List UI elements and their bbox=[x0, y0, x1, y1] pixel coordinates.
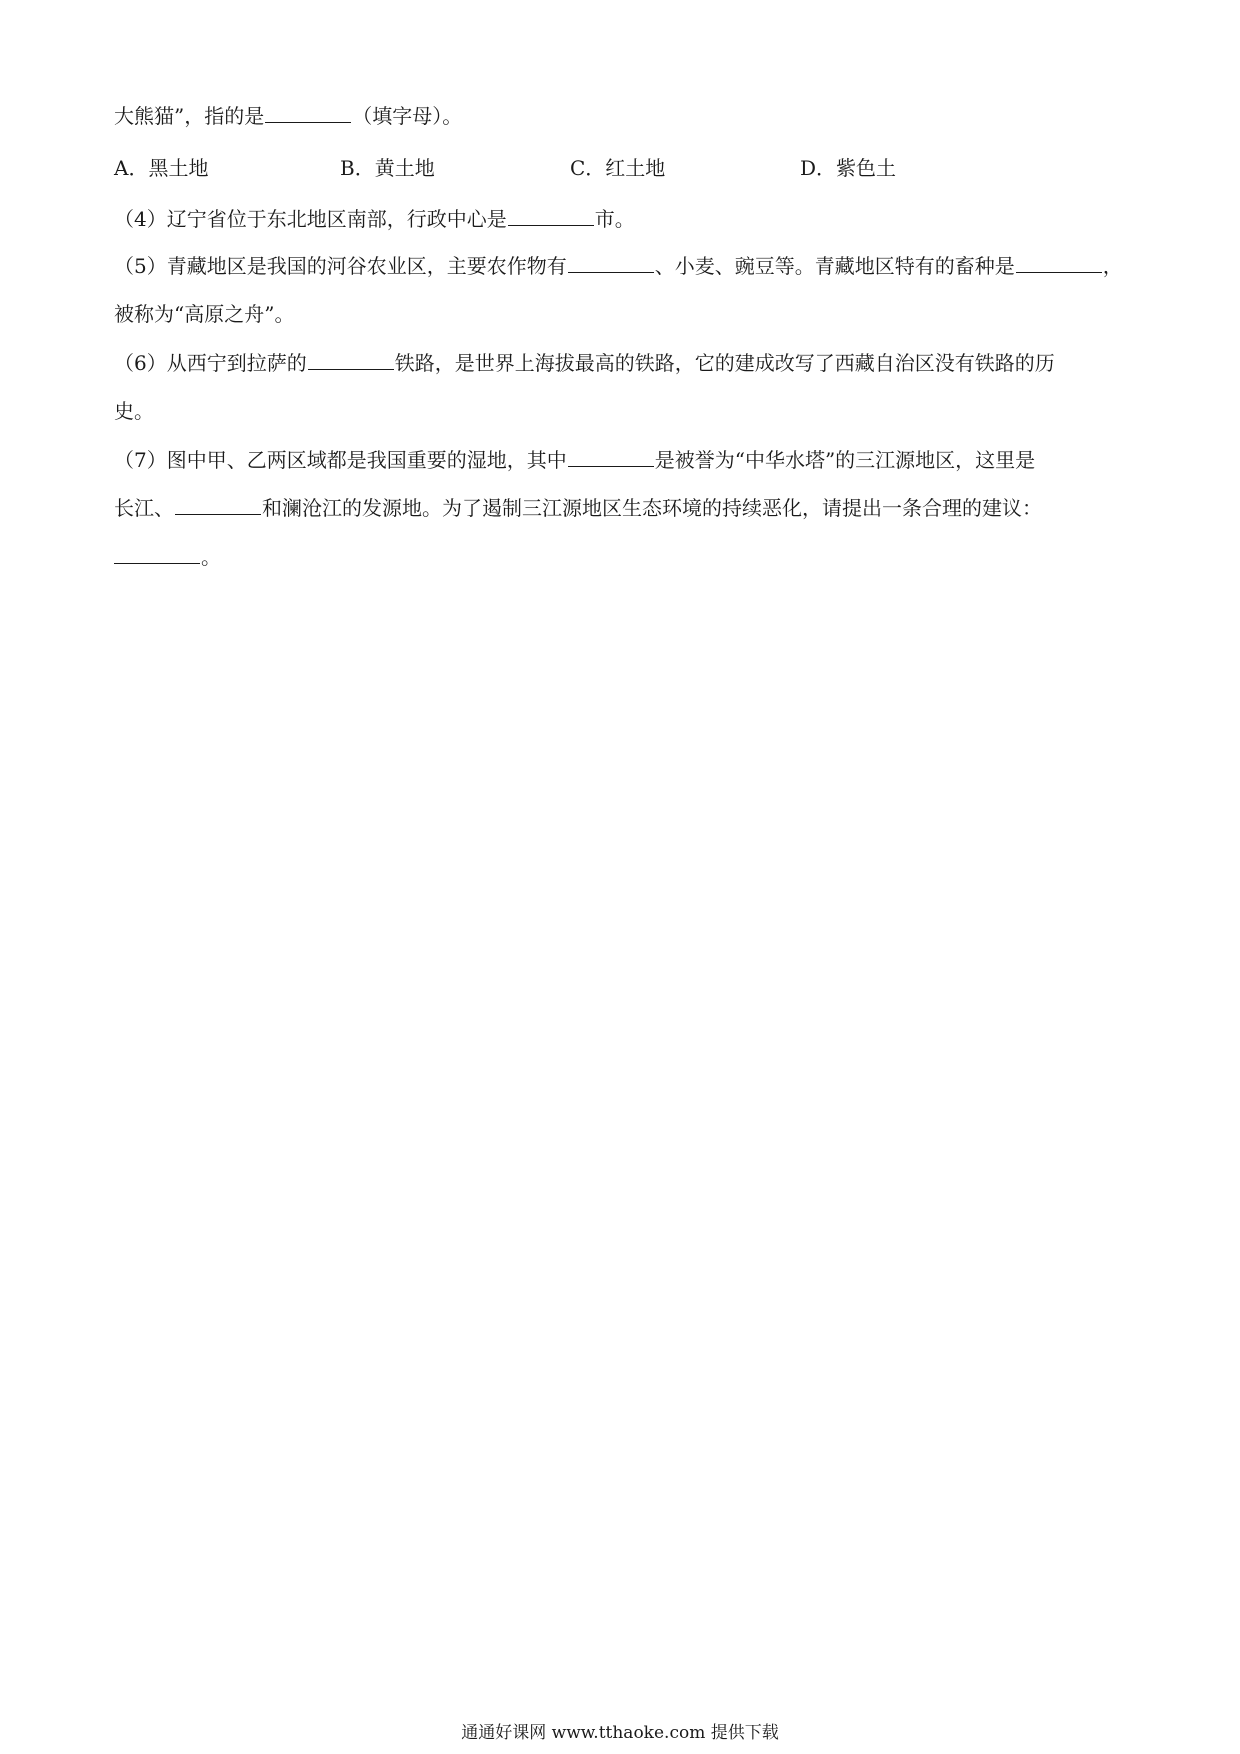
question-7-line-2 bbox=[114, 494, 1130, 522]
answer-blank[interactable] bbox=[508, 205, 594, 226]
question-4 bbox=[114, 205, 1130, 233]
question-5-line-1 bbox=[114, 252, 1130, 280]
answer-blank[interactable] bbox=[175, 494, 261, 515]
answer-blank[interactable] bbox=[568, 446, 654, 467]
q4-text-1: （4）辽宁省位于东北地区南部，行政中心是 bbox=[114, 207, 507, 231]
q7-text-4: 和澜沧江的发源地。为了遏制三江源地区生态环境的持续恶化，请提出一条合理的建议： bbox=[262, 496, 1042, 520]
q7-text-2: 是被誉为“中华水塔”的三江源地区，这里是 bbox=[654, 448, 1036, 472]
q5-text-2: 、小麦、豌豆等。青藏地区特有的畜种是 bbox=[654, 254, 1015, 278]
answer-blank[interactable] bbox=[1016, 252, 1102, 273]
question-6-line-2 bbox=[114, 397, 1130, 425]
q7-text-1: （7）图中甲、乙两区域都是我国重要的湿地，其中 bbox=[114, 448, 567, 472]
q6-text-2: 铁路，是世界上海拔最高的铁路，它的建成改写了西藏自治区没有铁路的历 bbox=[394, 351, 1055, 375]
q7-text-3: 长江、 bbox=[114, 496, 174, 520]
answer-blank[interactable] bbox=[308, 349, 394, 370]
option-c[interactable]: C．红土地 bbox=[570, 156, 666, 180]
question-3-tail bbox=[114, 102, 1130, 130]
q6-text-1: （6）从西宁到拉萨的 bbox=[114, 351, 307, 375]
q6-text-3: 史。 bbox=[114, 399, 154, 423]
option-d[interactable]: D．紫色土 bbox=[800, 156, 897, 180]
q5-text-1: （5）青藏地区是我国的河谷农业区，主要农作物有 bbox=[114, 254, 567, 278]
question-7-line-1 bbox=[114, 446, 1130, 474]
option-b[interactable]: B．黄土地 bbox=[340, 156, 435, 180]
answer-blank[interactable] bbox=[568, 252, 654, 273]
q3-text-1: 大熊猫”，指的是 bbox=[114, 104, 265, 128]
q3-text-2: （填字母）。 bbox=[352, 104, 463, 128]
question-6-line-1 bbox=[114, 349, 1130, 377]
page-footer: 通通好课网 www.tthaoke.com 提供下载 bbox=[461, 1723, 779, 1743]
question-5-line-2 bbox=[114, 300, 1130, 328]
q5-text-3: ， bbox=[1102, 254, 1123, 278]
option-a[interactable]: A．黑土地 bbox=[114, 156, 209, 180]
q7-text-5: 。 bbox=[201, 545, 221, 569]
q5-text-4: 被称为“高原之舟”。 bbox=[114, 302, 295, 326]
answer-blank[interactable] bbox=[265, 102, 351, 123]
question-7-line-3 bbox=[114, 543, 1130, 571]
answer-blank[interactable] bbox=[114, 543, 200, 564]
q4-text-2: 市。 bbox=[594, 207, 635, 231]
answer-options bbox=[114, 154, 1014, 182]
